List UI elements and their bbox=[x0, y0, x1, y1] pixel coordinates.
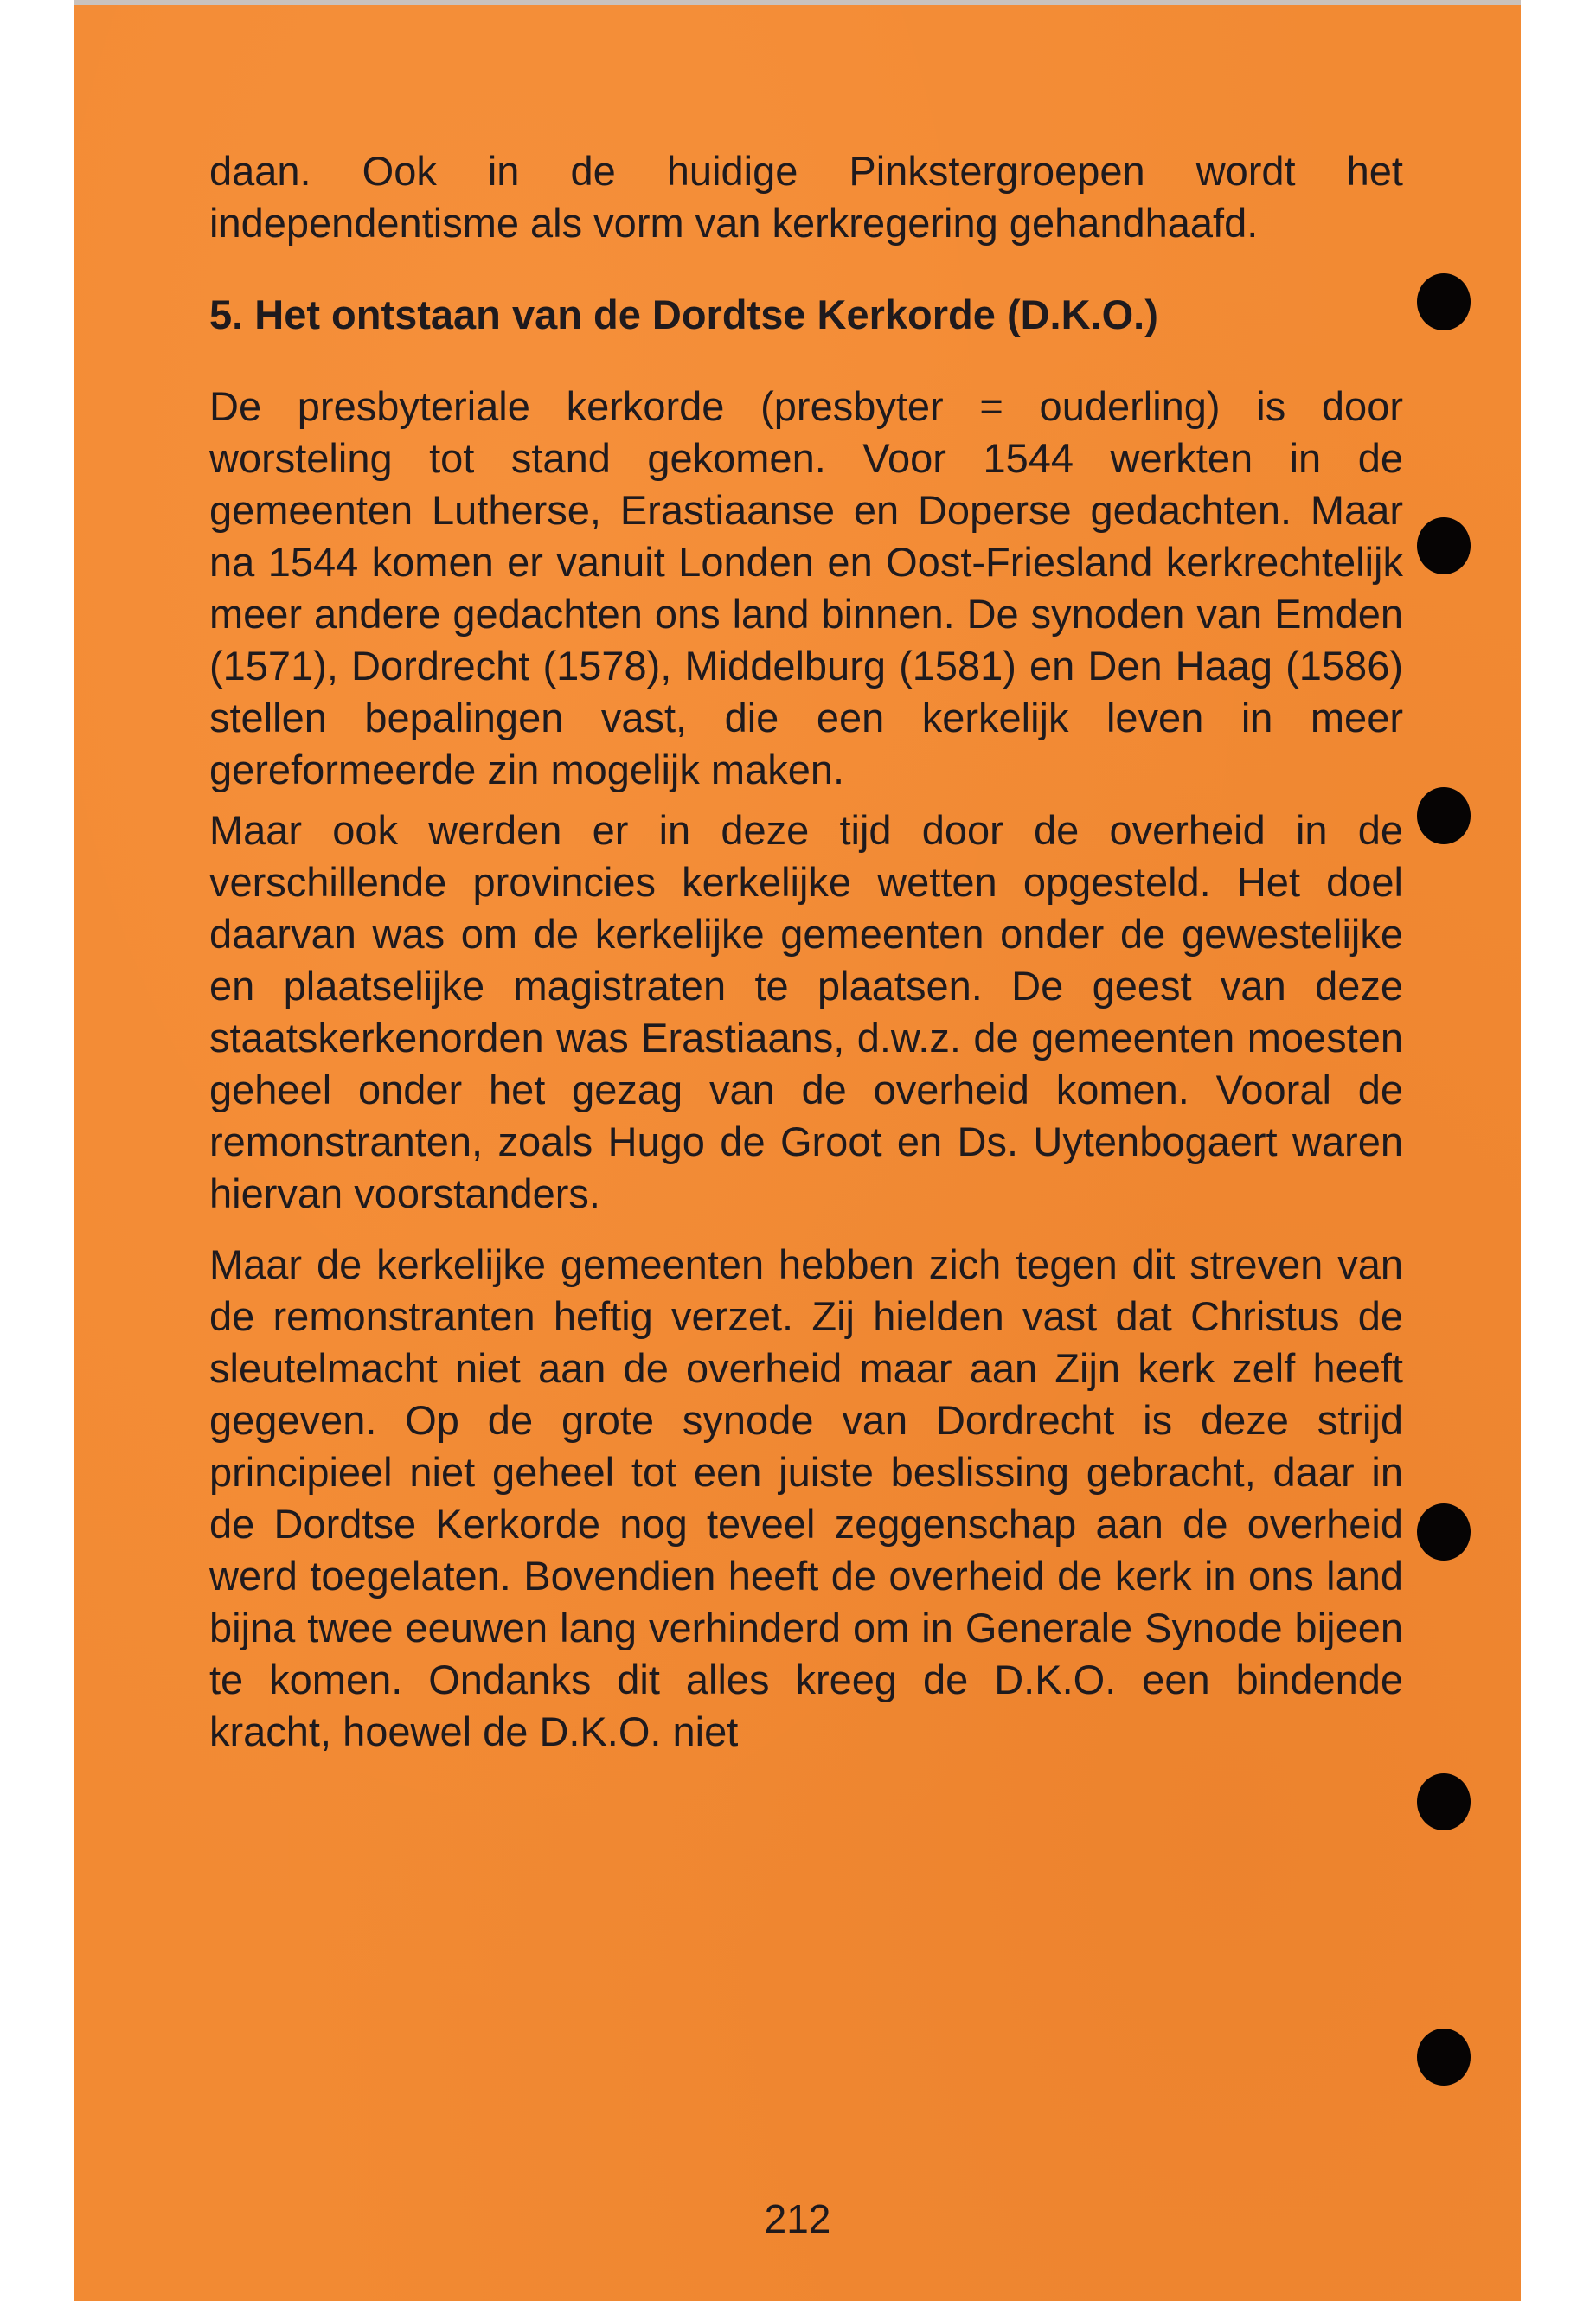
page-number: 212 bbox=[764, 2196, 831, 2241]
binder-hole bbox=[1417, 273, 1471, 330]
binder-hole bbox=[1417, 1773, 1471, 1830]
binder-hole bbox=[1417, 787, 1471, 844]
book-page bbox=[74, 0, 1521, 2301]
paragraph-intro: daan. Ook in de huidige Pinkstergroepen wordt het independentisme als vorm van kerkregering gehandhaafd. bbox=[209, 148, 1403, 246]
page-top-edge bbox=[74, 0, 1521, 5]
paragraph-presbyteriale: De presbyteriale kerkorde (presbyter = ouderling) is door worsteling tot stand gekomen. Voor 1544 werkten in de gemeenten Lutherse, Erastiaanse en Doperse gedachten. Maar na 1544 komen er vanuit Londen en Oost-Friesland kerkrechtelijk meer andere gedachten ons land binnen. De synoden van Emden (1571), Dordrecht (1578), Middelburg (1581) en Den Haag (1586) stellen bepalingen vast, die een kerkelijk leven in meer gereformeerde zin mogelijk maken. bbox=[209, 383, 1403, 792]
binder-hole bbox=[1417, 2029, 1471, 2086]
page-text bbox=[209, 145, 1403, 1758]
paragraph-overheid: Maar ook werden er in deze tijd door de overheid in de verschillende provincies kerkelijke wetten opgesteld. Het doel daarvan was om de kerkelijke gemeenten onder de gewestelijke en plaatselijke magistraten te plaatsen. De geest van deze staatskerkenorden was Erastiaans, d.w.z. de gemeenten moesten geheel onder het gezag van de overheid komen. Vooral de remonstranten, zoals Hugo de Groot en Ds. Uytenbogaert waren hiervan voorstanders. bbox=[209, 807, 1403, 1216]
binder-hole bbox=[1417, 1503, 1471, 1561]
paragraph-verzet: Maar de kerkelijke gemeenten hebben zich tegen dit streven van de remonstranten heftig verzet. Zij hielden vast dat Christus de sleutelmacht niet aan de overheid maar aan Zijn kerk zelf heeft gegeven. Op de grote synode van Dordrecht is deze strijd principieel niet geheel tot een juiste beslissing gebracht, daar in de Dordtse Kerkorde nog teveel zeggenschap aan de overheid werd toegelaten. Bovendien heeft de overheid de kerk in ons land bijna twee eeuwen lang verhinderd om in Generale Synode bijeen te komen. Ondanks dit alles kreeg de D.K.O. een bindende kracht, hoewel de D.K.O. niet bbox=[209, 1241, 1403, 1754]
binder-hole bbox=[1417, 517, 1471, 574]
section-heading: 5. Het ontstaan van de Dordtse Kerkorde (D.K.O.) bbox=[209, 292, 1158, 337]
